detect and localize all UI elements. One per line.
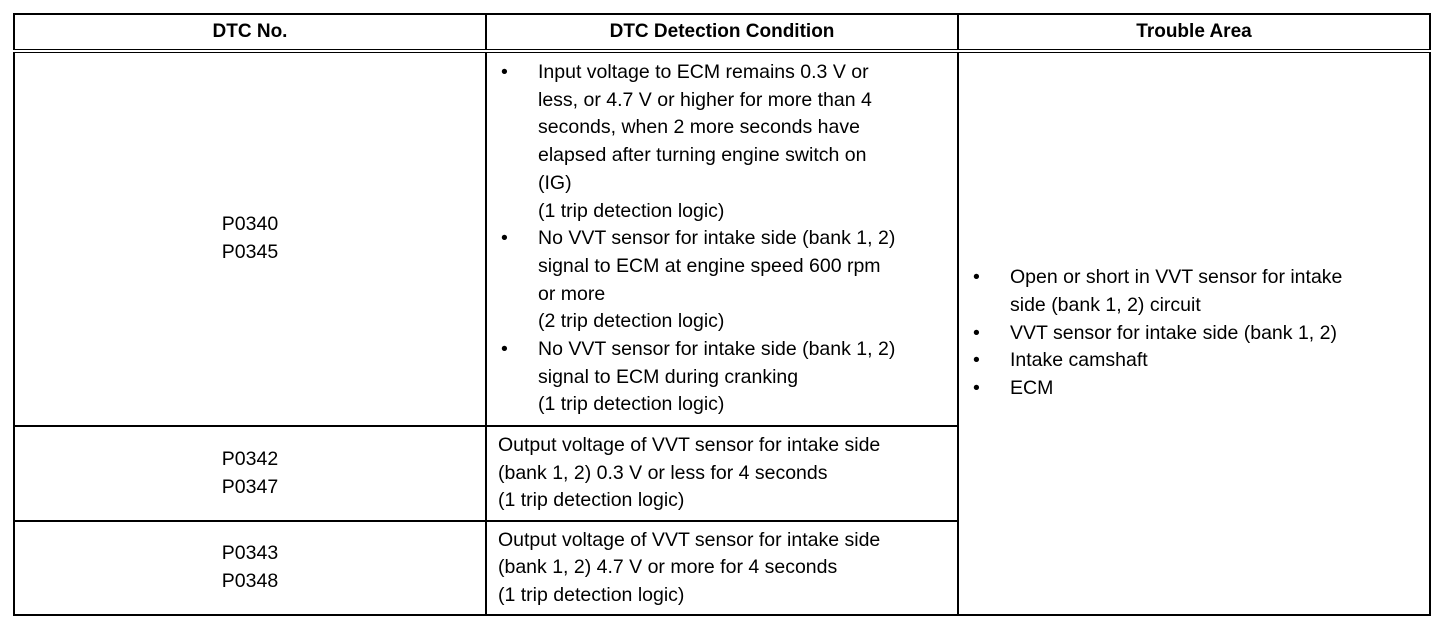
trouble-area-text: side (bank 1, 2) circuit bbox=[1010, 294, 1201, 317]
condition-text: (1 trip detection logic) bbox=[538, 199, 725, 222]
condition-text: less, or 4.7 V or higher for more than 4 bbox=[538, 88, 872, 111]
trouble-area-text: Intake camshaft bbox=[1010, 349, 1148, 372]
condition-text: Output voltage of VVT sensor for intake side bbox=[498, 434, 881, 457]
condition-text: No VVT sensor for intake side (bank 1, 2) bbox=[538, 338, 896, 361]
header-row bbox=[14, 14, 1430, 51]
bullet-icon: • bbox=[501, 338, 508, 361]
condition-text: No VVT sensor for intake side (bank 1, 2) bbox=[538, 227, 896, 250]
dtc-table bbox=[13, 13, 1431, 616]
detection-condition-cell bbox=[486, 51, 958, 426]
condition-item bbox=[498, 59, 943, 225]
dtc-code-cell bbox=[14, 426, 486, 521]
dtc-code: P0348 bbox=[221, 570, 279, 593]
condition-list bbox=[498, 59, 943, 419]
trouble-area-list bbox=[970, 264, 1415, 403]
trouble-area-cell bbox=[958, 51, 1430, 615]
trouble-area-text: Open or short in VVT sensor for intake bbox=[1010, 266, 1343, 289]
trouble-area-item bbox=[970, 375, 1415, 403]
dtc-code: P0342 bbox=[221, 447, 279, 470]
condition-item bbox=[498, 336, 943, 419]
condition-text: Input voltage to ECM remains 0.3 V or bbox=[538, 61, 869, 83]
dtc-code-cell bbox=[14, 51, 486, 426]
dtc-code: P0345 bbox=[221, 241, 279, 264]
condition-text: elapsed after turning engine switch on bbox=[538, 144, 867, 167]
bullet-icon: • bbox=[973, 349, 980, 372]
condition-item bbox=[498, 225, 943, 336]
trouble-area-item bbox=[970, 264, 1415, 319]
dtc-code-cell bbox=[14, 521, 486, 615]
condition-text: (2 trip detection logic) bbox=[538, 310, 725, 333]
condition-text: signal to ECM during cranking bbox=[538, 365, 799, 388]
header-trouble-area: Trouble Area bbox=[958, 14, 1430, 51]
trouble-area-item bbox=[970, 320, 1415, 348]
trouble-area-text: ECM bbox=[1010, 377, 1054, 400]
detection-condition-cell bbox=[486, 426, 958, 521]
header-dtc-no: DTC No. bbox=[14, 14, 486, 51]
bullet-icon: • bbox=[973, 377, 980, 400]
condition-text: (1 trip detection logic) bbox=[538, 393, 725, 416]
bullet-icon: • bbox=[501, 227, 508, 250]
trouble-area-item bbox=[970, 347, 1415, 375]
condition-text: (bank 1, 2) 4.7 V or more for 4 seconds bbox=[498, 556, 838, 579]
condition-text: Output voltage of VVT sensor for intake side bbox=[498, 528, 881, 551]
condition-text: (bank 1, 2) 0.3 V or less for 4 seconds bbox=[498, 461, 828, 484]
dtc-code: P0340 bbox=[221, 213, 279, 236]
table-row bbox=[14, 51, 1430, 426]
condition-text: (IG) bbox=[538, 171, 572, 194]
bullet-icon: • bbox=[973, 321, 980, 344]
condition-text: or more bbox=[538, 282, 606, 305]
bullet-icon: • bbox=[973, 266, 980, 289]
header-detection-condition: DTC Detection Condition bbox=[486, 14, 958, 51]
condition-text: seconds, when 2 more seconds have bbox=[538, 116, 860, 139]
condition-text: (1 trip detection logic) bbox=[498, 583, 685, 606]
detection-condition-cell bbox=[486, 521, 958, 615]
condition-text: (1 trip detection logic) bbox=[498, 489, 685, 512]
dtc-code: P0347 bbox=[221, 475, 279, 498]
condition-text: signal to ECM at engine speed 600 rpm bbox=[538, 254, 881, 277]
trouble-area-text: VVT sensor for intake side (bank 1, 2) bbox=[1010, 321, 1337, 344]
bullet-icon: • bbox=[501, 61, 508, 83]
dtc-code: P0343 bbox=[221, 542, 279, 565]
